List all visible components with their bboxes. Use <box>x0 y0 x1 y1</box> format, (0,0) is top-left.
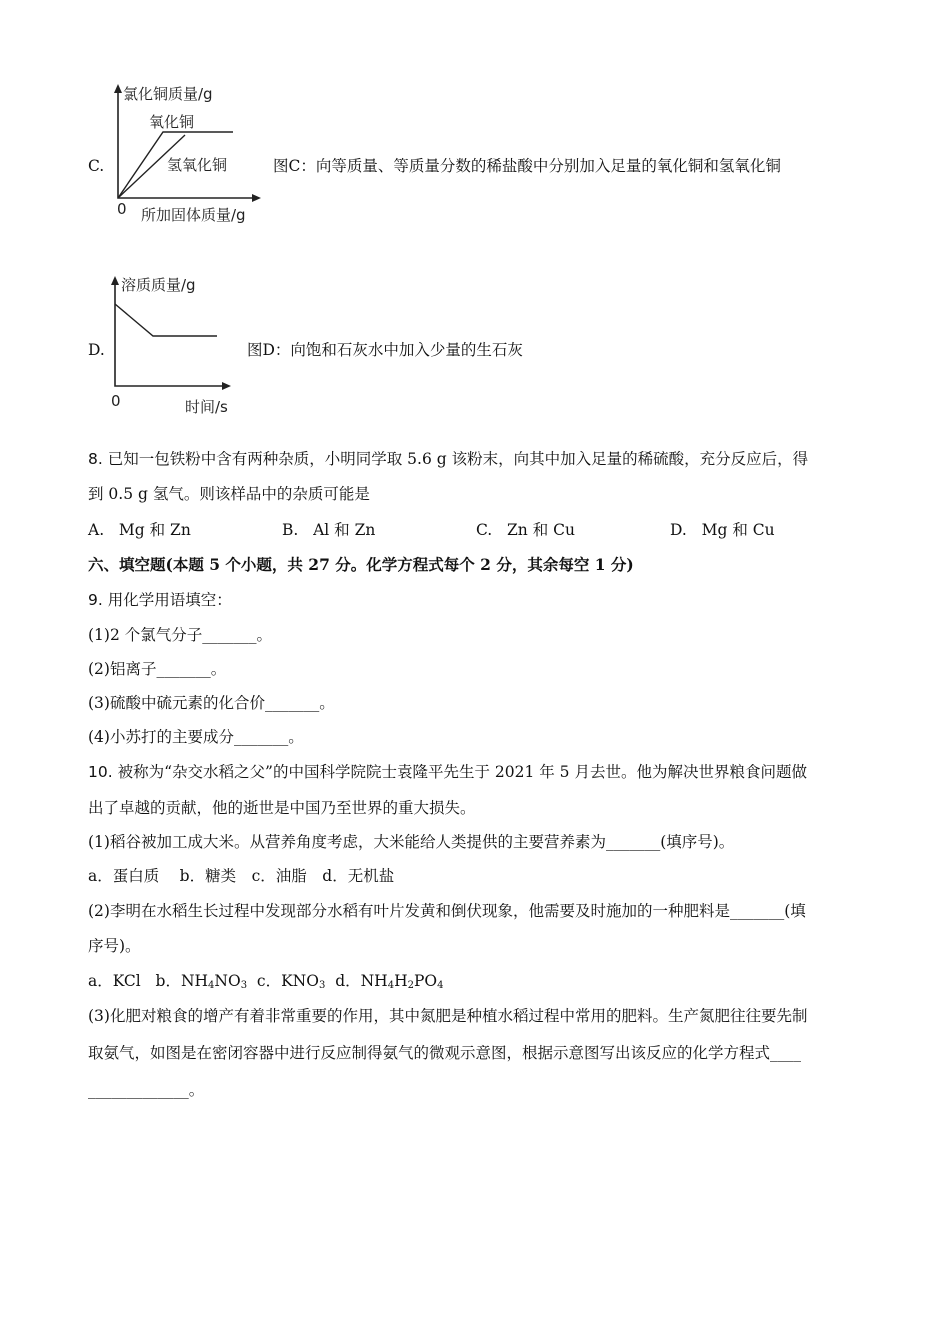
q10-part2-options <box>88 971 444 996</box>
q8-stem-line2: 到 0.5 g 氢气。则该样品中的杂质可能是 <box>88 485 370 503</box>
q10-part2-line1: (2)李明在水稻生长过程中发现部分水稻有叶片发黄和倒伏现象，他需要及时施加的一种肥料是_______(填 <box>88 902 806 920</box>
q10-part2-line2: 序号)。 <box>88 937 141 955</box>
q10-part2-option-d: d．$NH_4H_2PO_4$ <box>335 972 444 991</box>
q8-stem-line1: 已知一包铁粉中含有两种杂质，小明同学取 5.6 g 该粉末，向其中加入足量的稀硫酸，充分反应后，得 <box>107 450 809 468</box>
q10-part1-options: a．蛋白质 b．糖类 c．油脂 d．无机盐 <box>88 867 395 885</box>
option-c-caption: 图C：向等质量、等质量分数的稀盐酸中分别加入足量的氧化铜和氢氧化铜 <box>273 157 781 175</box>
chart-c-series1-label: 氧化铜 <box>149 113 195 131</box>
q10-part3-line2: 取氨气，如图是在密闭容器中进行反应制得氨气的微观示意图，根据示意图写出该反应的化学方程式____ <box>88 1044 802 1062</box>
option-d-caption: 图D：向饱和石灰水中加入少量的生石灰 <box>247 341 523 359</box>
chart-c <box>105 80 275 230</box>
chart-d-xlabel: 时间/s <box>185 398 228 416</box>
q9-item-2: (2)铝离子_______。 <box>88 660 227 678</box>
q10-number: 10. <box>88 763 113 781</box>
chart-d-ylabel: 溶质质量/g <box>121 276 196 294</box>
chart-d-axes <box>115 282 225 386</box>
chart-d-origin: 0 <box>111 392 121 410</box>
q8-option-b-letter: B. <box>282 521 299 539</box>
q9-stem-text: 用化学用语填空： <box>107 591 232 609</box>
q8-option-c-letter: C. <box>476 521 493 539</box>
q8-option-d-letter: D. <box>670 521 687 539</box>
q10-stem-line1: 被称为“杂交水稻之父”的中国科学院院士袁隆平先生于 2021 年 5 月去世。他为解决世界粮食问题做 <box>117 763 807 781</box>
q8-option-c-text: Zn 和 Cu <box>507 521 575 539</box>
q9-number: 9. <box>88 591 103 609</box>
chart-c-y-arrow <box>114 84 122 93</box>
chart-c-axes <box>118 90 255 198</box>
q8-line1 <box>88 449 808 469</box>
q10-part2-option-a: a．KCl <box>88 972 141 990</box>
chart-c-origin: 0 <box>117 200 127 218</box>
q10-line1 <box>88 762 807 782</box>
q8-option-c[interactable] <box>476 520 575 540</box>
q8-option-a-text: Mg 和 Zn <box>118 521 191 539</box>
q8-option-d[interactable] <box>670 520 775 540</box>
section-6-title: 六、填空题(本题 5 个小题，共 27 分。化学方程式每个 2 分，其余每空 1 分) <box>88 555 634 574</box>
q8-number: 8. <box>88 450 103 468</box>
chart-d-x-arrow <box>222 382 231 390</box>
chart-c-xlabel: 所加固体质量/g <box>141 206 246 224</box>
chart-d <box>105 270 250 418</box>
chart-d-series-line <box>115 304 217 336</box>
q8-option-a-letter: A. <box>88 521 105 539</box>
chart-d-y-arrow <box>111 276 119 285</box>
q8-option-b-text: Al 和 Zn <box>313 521 376 539</box>
q8-option-a[interactable] <box>88 520 191 540</box>
option-c-letter: C. <box>88 157 105 175</box>
option-d-letter: D. <box>88 341 105 359</box>
q10-part3-line1: (3)化肥对粮食的增产有着非常重要的作用，其中氮肥是种植水稻过程中常用的肥料。生产氮肥往往要先制 <box>88 1007 808 1025</box>
chart-c-series2-label: 氢氧化铜 <box>167 156 228 174</box>
q8-option-d-text: Mg 和 Cu <box>701 521 775 539</box>
q10-part2-option-c: c．$KNO_3$ <box>256 972 326 991</box>
q10-part2-option-b: b．$NH_4NO_3$ <box>155 972 248 991</box>
chart-c-ylabel: 氯化铜质量/g <box>123 85 213 103</box>
q9-item-4: (4)小苏打的主要成分_______。 <box>88 728 304 746</box>
q10-part3-line3: _____________。 <box>88 1081 205 1099</box>
q8-option-b[interactable] <box>282 520 375 540</box>
q10-stem-line2: 出了卓越的贡献，他的逝世是中国乃至世界的重大损失。 <box>88 799 476 817</box>
q9-item-3: (3)硫酸中硫元素的化合价_______。 <box>88 694 335 712</box>
q9-stem <box>88 590 232 610</box>
q9-item-1: (1)2 个氯气分子_______。 <box>88 626 272 644</box>
q10-part1: (1)稻谷被加工成大米。从营养角度考虑，大米能给人类提供的主要营养素为_______(填序号)。 <box>88 833 735 851</box>
chart-c-x-arrow <box>252 194 261 202</box>
